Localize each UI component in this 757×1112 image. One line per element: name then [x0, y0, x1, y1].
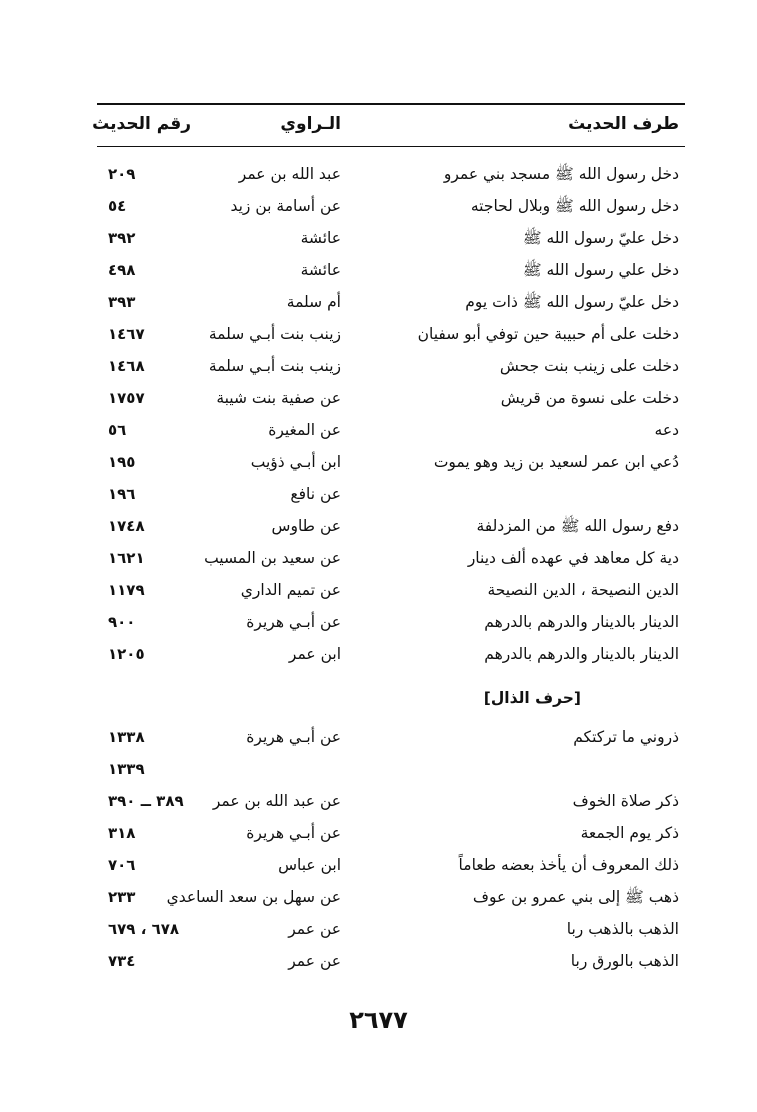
narrator-name: زينب بنت أبـي سلمة [208, 357, 341, 375]
hadith-number: ١١٧٩ [108, 581, 145, 599]
table-row [0, 913, 757, 945]
hadith-number: ٣٩٣ [108, 293, 136, 311]
narrator-name: عن سهل بن سعد الساعدي [166, 888, 341, 906]
narrator-name: عن أبـي هريرة [246, 824, 341, 842]
table-row [0, 478, 757, 510]
narrator-name: ابن عمر [288, 645, 341, 663]
table-row [0, 382, 757, 414]
table-row [0, 753, 757, 785]
hadith-text: الدينار بالدينار والدرهم بالدرهم [484, 613, 679, 631]
hadith-text: دخلت على أم حبيبة حين توفي أبو سفيان [417, 325, 679, 343]
hadith-number: ٢٠٩ [108, 165, 136, 183]
hadith-number: ١٣٣٨ [108, 728, 145, 746]
hadith-number: ٥٦ [108, 421, 127, 439]
hadith-number: ١٩٦ [108, 485, 136, 503]
narrator-name: عائشة [300, 261, 341, 279]
table-row [0, 158, 757, 190]
hadith-text: الدينار بالدينار والدرهم بالدرهم [484, 645, 679, 663]
narrator-name: عن عمر [288, 920, 341, 938]
hadith-number: ١٦٢١ [108, 549, 145, 567]
hadith-text: ذكر يوم الجمعة [580, 824, 679, 842]
hadith-text: ذروني ما تركتكم [573, 728, 679, 746]
table-row [0, 222, 757, 254]
table-row [0, 817, 757, 849]
hadith-number: ٣١٨ [108, 824, 136, 842]
header-hadith-start: طرف الحديث [568, 114, 679, 134]
table-row [0, 190, 757, 222]
hadith-number: ٦٧٨ ، ٦٧٩ [108, 920, 180, 938]
table-row [0, 446, 757, 478]
hadith-text: ذلك المعروف أن يأخذ بعضه طعاماً [458, 856, 679, 874]
hadith-text: دفع رسول الله ﷺ من المزدلفة [476, 517, 679, 535]
hadith-text: ذهب ﷺ إلى بني عمرو بن عوف [472, 888, 679, 906]
narrator-name: ابن عباس [278, 856, 341, 874]
narrator-name: عن سعيد بن المسيب [204, 549, 341, 567]
table-row [0, 785, 757, 817]
hadith-text: دخل رسول الله ﷺ مسجد بني عمرو [443, 165, 679, 183]
hadith-text: ذكر صلاة الخوف [572, 792, 679, 810]
hadith-text: دُعي ابن عمر لسعيد بن زيد وهو يموت [433, 453, 679, 471]
hadith-number: ١٣٣٩ [108, 760, 145, 778]
table-row [0, 606, 757, 638]
header-rule [97, 146, 685, 147]
narrator-name: عن أسامة بن زيد [230, 197, 341, 215]
hadith-text: دخل رسول الله ﷺ وبلال لحاجته [470, 197, 679, 215]
hadith-text: دعه [654, 421, 679, 439]
table-row [0, 638, 757, 670]
hadith-text: دخل عليّ رسول الله ﷺ [522, 229, 679, 247]
table-row [0, 574, 757, 606]
hadith-text: دخلت على زينب بنت جحش [499, 357, 679, 375]
narrator-name: زينب بنت أبـي سلمة [208, 325, 341, 343]
table-row [0, 318, 757, 350]
hadith-number: ٧٠٦ [108, 856, 136, 874]
narrator-name: عن تميم الداري [240, 581, 341, 599]
table-row [0, 881, 757, 913]
hadith-number: ٢٣٣ [108, 888, 136, 906]
narrator-name: عن طاوس [271, 517, 341, 535]
hadith-number: ١٢٠٥ [108, 645, 145, 663]
narrator-name: ابن أبـي ذؤيب [250, 453, 341, 471]
hadith-number: ٤٩٨ [108, 261, 136, 279]
hadith-number: ١٤٦٧ [108, 325, 145, 343]
hadith-number: ١٤٦٨ [108, 357, 145, 375]
narrator-name: عن أبـي هريرة [246, 728, 341, 746]
hadith-text: الذهب بالورق ربا [570, 952, 679, 970]
table-row [0, 254, 757, 286]
hadith-text: الدين النصيحة ، الدين النصيحة [487, 581, 679, 599]
hadith-number: ٩٠٠ [108, 613, 136, 631]
narrator-name: عن نافع [290, 485, 341, 503]
narrator-name: عن أبـي هريرة [246, 613, 341, 631]
narrator-name: عن عبد الله بن عمر [212, 792, 341, 810]
narrator-name: أم سلمة [286, 293, 341, 311]
narrator-name: عن صفية بنت شيبة [216, 389, 341, 407]
table-row [0, 510, 757, 542]
header-narrator: الـراوي [280, 114, 341, 134]
hadith-number: ٥٤ [108, 197, 127, 215]
table-row [0, 414, 757, 446]
narrator-name: عن عمر [288, 952, 341, 970]
section-heading: [حرف الذال] [483, 689, 581, 707]
table-row [0, 350, 757, 382]
narrator-name: عن المغيرة [268, 421, 341, 439]
hadith-number: ٣٩٢ [108, 229, 136, 247]
hadith-number: ٣٨٩ ــ ٣٩٠ [108, 792, 184, 810]
table-row [0, 286, 757, 318]
hadith-text: دخل علي رسول الله ﷺ [522, 261, 679, 279]
table-row [0, 542, 757, 574]
page-number: ٢٦٧٧ [349, 1006, 408, 1034]
narrator-name: عبد الله بن عمر [238, 165, 341, 183]
top-rule [97, 103, 685, 105]
table-row [0, 945, 757, 977]
hadith-text: دخل عليّ رسول الله ﷺ ذات يوم [465, 293, 679, 311]
narrator-name: عائشة [300, 229, 341, 247]
hadith-text: دخلت على نسوة من قريش [500, 389, 679, 407]
table-row [0, 849, 757, 881]
hadith-number: ١٧٤٨ [108, 517, 145, 535]
hadith-number: ١٩٥ [108, 453, 136, 471]
header-hadith-number: رقم الحديث [92, 114, 191, 134]
hadith-number: ١٧٥٧ [108, 389, 145, 407]
hadith-number: ٧٣٤ [108, 952, 136, 970]
table-row [0, 721, 757, 753]
hadith-text: دية كل معاهد في عهده ألف دينار [467, 549, 679, 567]
hadith-text: الذهب بالذهب ربا [566, 920, 679, 938]
